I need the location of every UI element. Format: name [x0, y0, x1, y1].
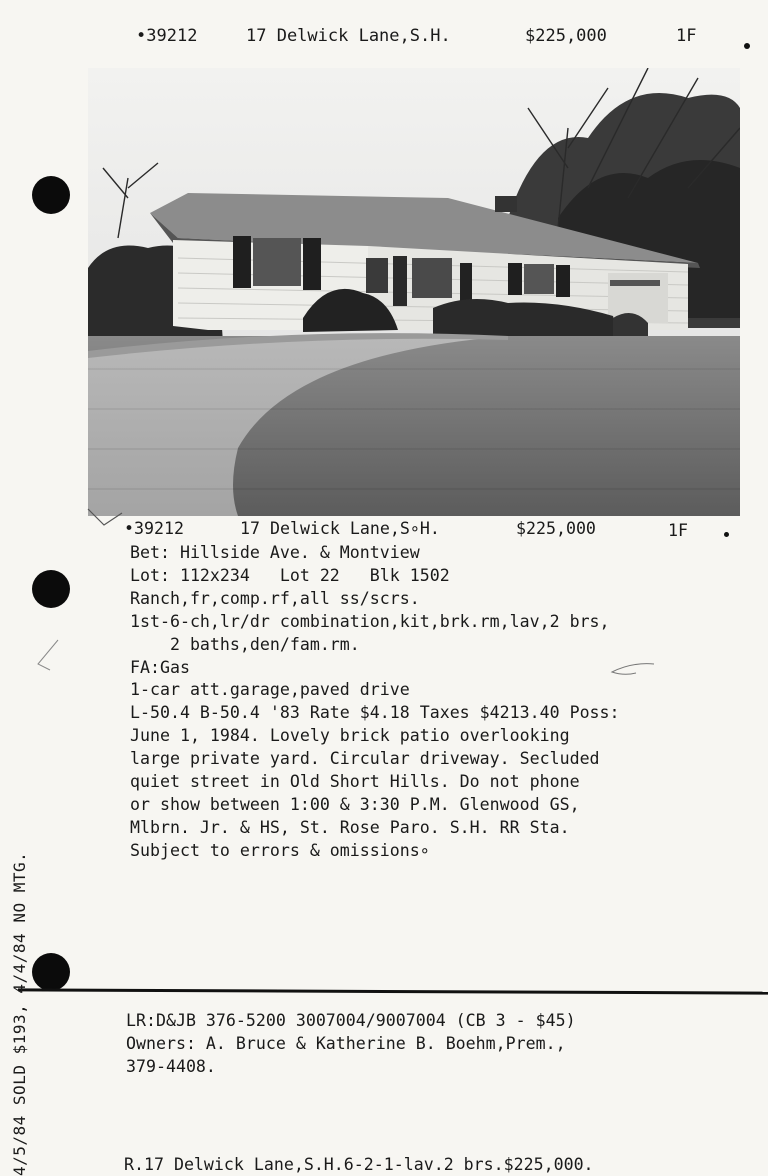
header-listing-number: •39212: [136, 26, 198, 46]
listing-details: [130, 542, 620, 863]
owner-line: 379-4408.: [126, 1056, 216, 1076]
detail-line: quiet street in Old Short Hills. Do not phone: [130, 772, 580, 792]
detail-line: 1st-6-ch,lr/dr combination,kit,brk.rm,lav,2 brs,: [130, 611, 610, 631]
detail-line: large private yard. Circular driveway. Secluded: [130, 749, 600, 769]
punch-hole-middle: [32, 570, 70, 608]
detail-line: June 1, 1984. Lovely brick patio overlooking: [130, 726, 570, 746]
detail-line: Subject to errors & omissions∘: [130, 840, 430, 860]
caption-price: $225,000: [516, 519, 596, 538]
header-address: 17 Delwick Lane,S.H.: [246, 26, 451, 46]
house-photo: [88, 68, 740, 516]
owner-info: [126, 1010, 576, 1079]
pencil-mark-left: [30, 638, 70, 674]
detail-line: FA:Gas: [130, 657, 190, 677]
pencil-mark-right: [604, 660, 660, 680]
header-code: 1F: [676, 26, 697, 46]
caption-dot: [724, 532, 729, 537]
detail-line: Ranch,fr,comp.rf,all ss/scrs.: [130, 588, 420, 608]
detail-line: or show between 1:00 & 3:30 P.M. Glenwood GS,: [130, 794, 580, 814]
footer-summary: R.17 Delwick Lane,S.H.6-2-1-lav.2 brs.$225,000.: [124, 1155, 594, 1174]
detail-line: 2 baths,den/fam.rm.: [130, 634, 360, 654]
detail-line: Lot: 112x234 Lot 22 Blk 1502: [130, 565, 450, 585]
punch-hole-top: [32, 176, 70, 214]
header-dot: [744, 43, 750, 49]
caption-listing-number: •39212: [124, 519, 184, 538]
owner-line: Owners: A. Bruce & Katherine B. Boehm,Prem.,: [126, 1033, 566, 1053]
margin-sale-note: 4/5/84 SOLD $193, 4/4/84 NO MTG.: [10, 851, 29, 1176]
detail-line: L-50.4 B-50.4 '83 Rate $4.18 Taxes $4213.40 Poss:: [130, 703, 620, 723]
detail-line: Mlbrn. Jr. & HS, St. Rose Paro. S.H. RR Sta.: [130, 817, 570, 837]
caption-address: 17 Delwick Lane,S∘H.: [240, 519, 440, 538]
detail-line: 1-car att.garage,paved drive: [130, 680, 410, 700]
header-price: $225,000: [525, 26, 607, 46]
detail-line: Bet: Hillside Ave. & Montview: [130, 543, 420, 562]
divider-line: [18, 988, 768, 994]
punch-hole-bottom: [32, 953, 70, 991]
caption-code: 1F: [668, 521, 688, 540]
owner-line: LR:D&JB 376-5200 3007004/9007004 (CB 3 - $45): [126, 1011, 576, 1030]
pen-tick-mark: [86, 505, 126, 529]
